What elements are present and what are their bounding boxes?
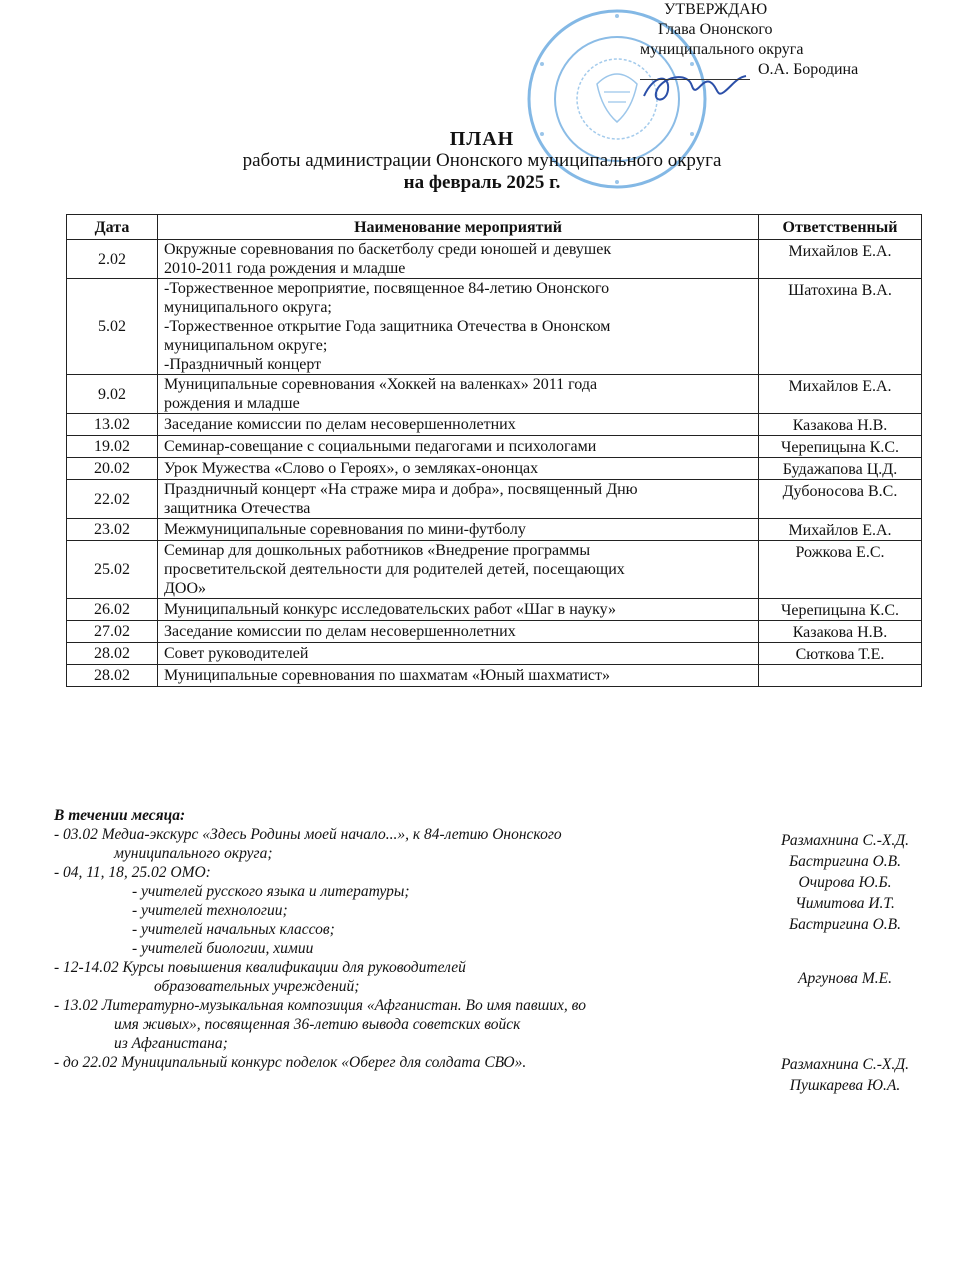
row-date: 28.02 (67, 665, 158, 687)
row-responsible: Казакова Н.В. (759, 414, 922, 436)
event-name-line: Окружные соревнования по баскетболу среди юношей и девушек (164, 241, 612, 258)
row-responsible: Михайлов Е.А. (759, 240, 922, 279)
table-row (67, 436, 922, 458)
row-date: 26.02 (67, 599, 158, 621)
month-line: образовательных учреждений; (154, 978, 360, 995)
event-name-line: Заседание комиссии по делам несовершеннолетних (164, 623, 516, 640)
row-responsible: Сюткова Т.Е. (759, 643, 922, 665)
responsible-name: Размахнина С.-Х.Д. (780, 1056, 910, 1073)
approval-signer: О.А. Бородина (758, 61, 859, 78)
row-event-name (158, 643, 759, 665)
plan-table (66, 214, 922, 687)
row-event-name (158, 414, 759, 436)
document-title: ПЛАН (449, 128, 515, 150)
responsible-name: Бастригина О.В. (789, 853, 901, 870)
row-date: 13.02 (67, 414, 158, 436)
month-line: - учителей технологии; (132, 902, 288, 919)
table-row (67, 519, 922, 541)
row-event-name (158, 240, 759, 279)
header-responsible: Ответственный (759, 215, 922, 240)
document-subtitle: работы администрации Ононского муниципального округа (242, 150, 722, 171)
row-event-name (158, 480, 759, 519)
row-event-name (158, 436, 759, 458)
table-row (67, 458, 922, 480)
document-period: на февраль 2025 г. (403, 172, 561, 193)
table-row (67, 621, 922, 643)
row-date: 27.02 (67, 621, 158, 643)
event-name-line: Межмуниципальные соревнования по мини-футболу (164, 521, 526, 538)
row-date: 28.02 (67, 643, 158, 665)
event-name-line: -Торжественное открытие Года защитника Отечества в Ононском (164, 318, 611, 335)
row-event-name (158, 541, 759, 599)
event-name-line: Праздничный концерт «На страже мира и добра», посвященный Дню (164, 481, 638, 498)
responsible-name: Аргунова М.Е. (798, 970, 892, 987)
table-row (67, 665, 922, 687)
row-responsible: Черепицына К.С. (759, 599, 922, 621)
row-event-name (158, 665, 759, 687)
approval-organization: муниципального округа (640, 41, 804, 58)
row-responsible: Черепицына К.С. (759, 436, 922, 458)
responsible-name: Чимитова И.Т. (795, 895, 895, 912)
table-header-row (67, 215, 922, 240)
event-name-line: Муниципальный конкурс исследовательских работ «Шаг в науку» (164, 601, 617, 618)
header-name: Наименование мероприятий (158, 215, 759, 240)
row-date: 25.02 (67, 541, 158, 599)
row-event-name (158, 519, 759, 541)
table-row (67, 375, 922, 414)
event-name-line: Заседание комиссии по делам несовершеннолетних (164, 416, 516, 433)
row-responsible: Михайлов Е.А. (759, 519, 922, 541)
row-event-name (158, 375, 759, 414)
month-line: - до 22.02 Муниципальный конкурс поделок «Оберег для солдата СВО». (54, 1054, 527, 1071)
month-line: - 12-14.02 Курсы повышения квалификации для руководителей (54, 959, 466, 976)
event-name-line: Муниципальные соревнования по шахматам «Юный шахматист» (164, 667, 611, 684)
row-responsible: Рожкова Е.С. (759, 541, 922, 599)
event-name-line: просветительской деятельности для родителей детей, посещающих (164, 561, 625, 578)
row-date: 22.02 (67, 480, 158, 519)
row-responsible: Дубоносова В.С. (759, 480, 922, 519)
signature-line (640, 79, 750, 80)
month-line: - учителей биологии, химии (132, 940, 314, 957)
event-name-line: 2010-2011 года рождения и младше (164, 260, 406, 277)
approval-block (640, 0, 940, 80)
approval-position: Глава Ононского (658, 21, 773, 38)
row-responsible: Будажапова Ц.Д. (759, 458, 922, 480)
responsible-name: Бастригина О.В. (789, 916, 901, 933)
event-name-line: Совет руководителей (164, 645, 309, 662)
table-row (67, 480, 922, 519)
row-date: 9.02 (67, 375, 158, 414)
event-name-line: защитника Отечества (164, 500, 311, 517)
responsible-name: Очирова Ю.Б. (798, 874, 892, 891)
approval-heading: УТВЕРЖДАЮ (664, 1, 768, 18)
month-line: - 04, 11, 18, 25.02 ОМО: (54, 864, 211, 881)
row-responsible: Шатохина В.А. (759, 279, 922, 375)
event-name-line: Семинар для дошкольных работников «Внедрение программы (164, 542, 591, 559)
row-responsible (759, 665, 922, 687)
header-date: Дата (67, 215, 158, 240)
row-event-name (158, 621, 759, 643)
event-name-line: ДОО» (164, 580, 207, 597)
table-row (67, 541, 922, 599)
month-line: - 03.02 Медиа-экскурс «Здесь Родины моей начало...», к 84-летию Ононского (54, 826, 562, 843)
row-date: 23.02 (67, 519, 158, 541)
event-name-line: -Торжественное мероприятие, посвященное 84-летию Ононского (164, 280, 610, 297)
event-name-line: Муниципальные соревнования «Хоккей на валенках» 2011 года (164, 376, 598, 393)
row-event-name (158, 279, 759, 375)
event-name-line: муниципальном округе; (164, 337, 328, 354)
event-name-line: Урок Мужества «Слово о Героях», о земляках-ононцах (164, 460, 539, 477)
row-date: 20.02 (67, 458, 158, 480)
month-line: муниципального округа; (114, 845, 273, 862)
month-line: - учителей начальных классов; (132, 921, 335, 938)
table-row (67, 240, 922, 279)
responsible-name: Размахнина С.-Х.Д. (780, 832, 910, 849)
month-line: - 13.02 Литературно-музыкальная композиция «Афганистан. Во имя павших, во (54, 997, 586, 1014)
event-name-line: Семинар-совещание с социальными педагогами и психологами (164, 438, 597, 455)
month-heading: В течении месяца: (54, 807, 186, 824)
month-responsible-block-2 (740, 968, 950, 989)
table-row (67, 599, 922, 621)
row-date: 5.02 (67, 279, 158, 375)
table-row (67, 414, 922, 436)
table-row (67, 643, 922, 665)
table-row (67, 279, 922, 375)
responsible-name: Пушкарева Ю.А. (789, 1077, 901, 1094)
plan-table-body (67, 240, 922, 687)
row-responsible: Михайлов Е.А. (759, 375, 922, 414)
row-event-name (158, 458, 759, 480)
month-line: имя живых», посвященная 36-летию вывода советских войск (114, 1016, 521, 1033)
month-line: из Афганистана; (114, 1035, 228, 1052)
month-responsible-block-1 (740, 830, 950, 935)
approval-signer-line (640, 60, 940, 80)
row-date: 19.02 (67, 436, 158, 458)
event-name-line: -Праздничный концерт (164, 356, 322, 373)
row-date: 2.02 (67, 240, 158, 279)
month-line: - учителей русского языка и литературы; (132, 883, 410, 900)
month-responsible-block-3 (740, 1054, 950, 1096)
event-name-line: муниципального округа; (164, 299, 332, 316)
row-event-name (158, 599, 759, 621)
row-responsible: Казакова Н.В. (759, 621, 922, 643)
event-name-line: рождения и младше (164, 395, 300, 412)
